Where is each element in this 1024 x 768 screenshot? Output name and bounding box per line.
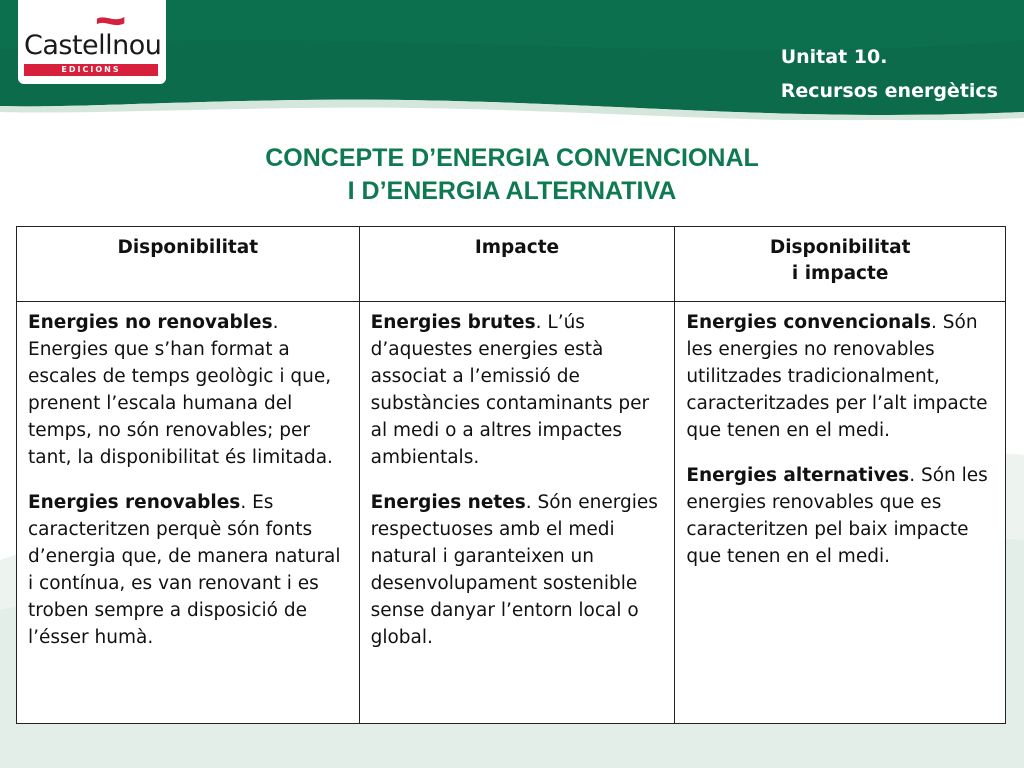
block-brutes [371,309,665,471]
text-no-renovables: . Energies que s’han format a escales de temps geològic i que, prenent l’escala humana del temps, no són renovables; per tant, la disponibilitat és limitada. [28,312,333,468]
unit-number: Unitat 10. [780,46,888,68]
logo-subtitle: EDICIONS [24,64,158,76]
cell-disponibilitat-impacte [675,302,1006,724]
cell-impacte [359,302,675,724]
block-renovables [28,489,349,651]
logo-wordmark: Castellnou [24,30,162,61]
cell-disponibilitat [17,302,360,724]
term-brutes: Energies brutes [370,312,536,333]
block-convencionals [686,309,995,444]
text-netes: . Són energies respectuoses amb el medi natural i garanteixen un desenvolupament sostenible sense danyar l’entorn local o global. [370,492,658,648]
header-col3-line2: i impacte [791,263,889,284]
header-disponibilitat-impacte [675,227,1006,302]
text-renovables: . Es caracteritzen perquè són fonts d’energia que, de manera natural i contínua, es van renovant i es troben sempre a disposició de l’ésser humà. [28,492,341,648]
page-title [0,142,1024,208]
header-disponibilitat: Disponibilitat [17,227,360,302]
term-alternatives: Energies alternatives [686,465,910,486]
table-header-row [17,227,1006,302]
table-row [17,302,1006,724]
text-convencionals: . Són les energies no renovables utilitzades tradicionalment, caracteritzades per l’alt impacte que tenen en el medi. [686,312,988,441]
energy-concepts-table [16,226,1006,724]
term-renovables: Energies renovables [28,492,241,513]
term-convencionals: Energies convencionals [686,312,932,333]
unit-title: Recursos energètics [780,80,998,102]
title-line-2: I D’ENERGIA ALTERNATIVA [347,177,677,205]
unit-label [781,40,998,108]
block-no-renovables [28,309,349,471]
term-no-renovables: Energies no renovables [28,312,273,333]
title-line-1: CONCEPTE D’ENERGIA CONVENCIONAL [265,144,759,172]
text-brutes: . L’ús d’aquestes energies està associat a l’emissió de substàncies contaminants per al medi o a altres impactes ambientals. [370,312,650,468]
block-alternatives [686,462,995,570]
term-netes: Energies netes [370,492,526,513]
header-col3-line1: Disponibilitat [769,237,911,258]
text-alternatives: . Són les energies renovables que es caracteritzen pel baix impacte que tenen en el medi. [686,465,988,567]
header-impacte: Impacte [359,227,675,302]
block-netes [371,489,665,651]
